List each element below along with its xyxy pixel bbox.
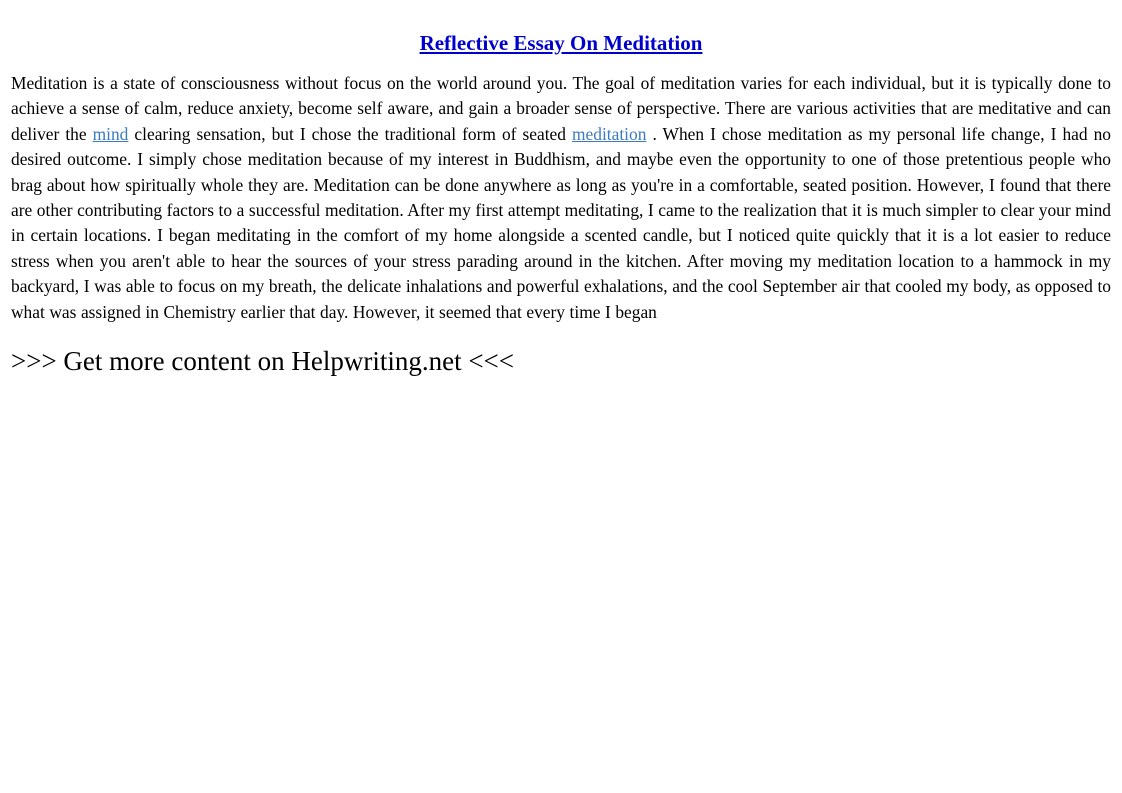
essay-body bbox=[11, 71, 1111, 325]
essay-text-part-2: clearing sensation, but I chose the traditional form of seated bbox=[128, 123, 573, 144]
title-container bbox=[11, 31, 1111, 58]
page-title-link[interactable]: Reflective Essay On Meditation bbox=[419, 31, 703, 55]
essay-text-part-3: . When I chose meditation as my personal life change, I had no desired outcome. I simply chose meditation because of my interest in Buddhism, and maybe even the opportunity to one of those pretentious people who brag about how spiritually whole they are. Meditation can be done anywhere as long as you're in a comfortable, seated position. However, I found that there are other contributing factors to a successful meditation. After my first attempt meditating, I came to the realization that it is much simpler to clear your mind in certain locations. I began meditating in the comfort of my home alongside a scented candle, but I noticed quite quickly that it is a lot easier to reduce stress when you aren't able to hear the sources of your stress parading around in the kitchen. After moving my meditation location to a hammock in my backyard, I was able to focus on my breath, the delicate inhalations and powerful exhalations, and the cool September air that cooled my body, as opposed to what was assigned in Chemistry earlier that day. However, it seemed that every time I began bbox=[11, 123, 1111, 322]
meditation-link[interactable]: meditation bbox=[572, 123, 647, 144]
mind-link[interactable]: mind bbox=[92, 123, 129, 144]
get-more-content-banner: >>> Get more content on Helpwriting.net <<< bbox=[11, 346, 515, 377]
essay-text-part-1: Meditation is a state of consciousness without focus on the world around you. The goal of meditation varies for each individual, but it is typically done to achieve a sense of calm, reduce anxiety, become self aware, and gain a broader sense of perspective. There are various activities that are meditative and can deliver the bbox=[11, 73, 1111, 144]
page bbox=[11, 0, 1111, 377]
